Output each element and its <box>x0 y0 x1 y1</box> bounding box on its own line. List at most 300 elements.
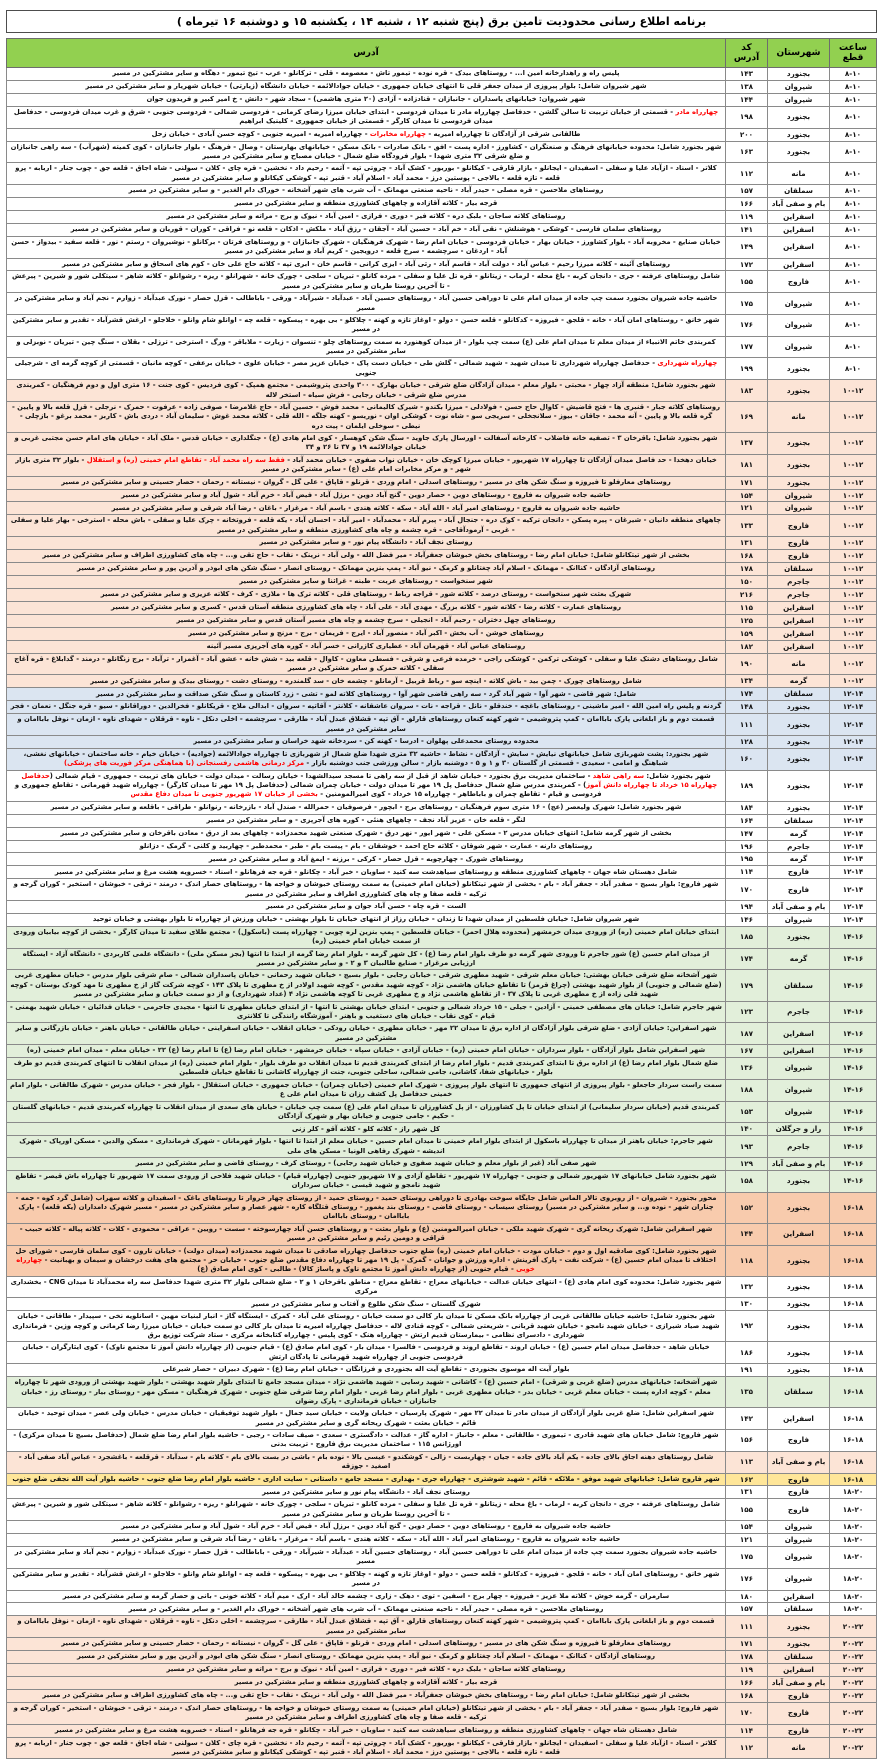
city-cell: شیروان <box>768 489 830 502</box>
outage-time-cell: ۱۸-۲۰ <box>830 1499 877 1521</box>
address-cell: شامل: شهر قاضی - شهر آوا - شهر آباد گرد - سه راهی قاضی شهر آوا - روستاهای کلاته لمو - تشی - زرد کاستان و سنگ شکن صداقت و سایر مشترکین در مسیر <box>7 688 726 701</box>
city-cell: اسفراین <box>768 614 830 627</box>
table-row <box>7 1170 877 1192</box>
address-cell: شهر خانق - روستاهای امان آباد - خانه - قلجق - فیروزه - کدکانلو - قلعه حسن - دولو - اوغاز تازه و کهنه - چلاکلو - بی بهره - پیسکوه - قلعه چه - اوانلو شام وانلو - خلاجلو - ارغش قشرآباد - تقدیر و سایر مشترکین در مسیر <box>7 1568 726 1590</box>
address-cell: حاشیه جاده شیروان بجنورد سمت چپ جاده از میدان امام علی تا دوراهی حسین آباد - روستاهای حسین آباد - عبدآباد - شیرآباد - ورقی - باباطالب - قزل حصار - نورک عبدآباد - زوارم - نجم آباد و سایر مشترکین در مسیر <box>7 293 726 315</box>
city-cell: شیروان <box>768 1101 830 1123</box>
address-cell: شهر سنخواست - روستاهای عربت - طبنه - غراثنا و سایر مشترکین در مسیر <box>7 575 726 588</box>
city-cell: بجنورد <box>768 748 830 770</box>
table-row <box>7 236 877 258</box>
table-row <box>7 1603 877 1616</box>
city-cell: مانه <box>768 163 830 185</box>
address-code-cell: ۱۷۵ <box>726 1547 768 1569</box>
address-cell: شهر فاروج: بلوار بسیج - صفدر آباد - جعفر آباد - بام - بخشی از شهر تیتکانلو (خیابان امام خمینی) به سمت روستای خبوشان و خواجه ها - روستاهای حصار اندک - درمند - ترقی - خبوشان - استخیر - کوران گرجه و ترکیه - قلعه صفا و چاه های کشاورزی اطراف و سایر مشترکین در مسیر <box>7 1702 726 1724</box>
table-row <box>7 1638 877 1651</box>
outage-time-cell: ۱۲-۱۴ <box>830 814 877 827</box>
address-cell: روستاهای سلمان فارسی - کوشکی - هوشنلش - نقی آباد - خم آباد - حسین آباد - آجقان - رزق آباد - ملکش - اذکان - قلعه نو - فراقی - کوران - قوریان و سایر مشترکین در مسیر <box>7 223 726 236</box>
table-row <box>7 1651 877 1664</box>
table-row <box>7 714 877 736</box>
address-cell: روستای نجف آباد - دانشگاه پیام نور - و سایر مشترکین در مسیر <box>7 537 726 550</box>
table-row <box>7 1045 877 1058</box>
outage-time-cell: ۱۲-۱۴ <box>830 827 877 840</box>
column-header-code: کد آدرس <box>726 39 768 68</box>
address-code-cell: ۱۱۹ <box>726 210 768 223</box>
address-cell: از میدان امام حسین (ع) شور جاجرم تا ورودی شهر گرمه دو طرف بلوار امام رضا (ع) - کل شهر گرمه - بلوار امام رضا گرمه از ابتدا تا انتها (بجز مسکن ملی) - دانشگاه علمی کاربردی - دانشگاه آزاد - ایستگاه ارزیابی مرغزار - صنایع طالبیان ۳ و ۲ - و سایر مشترکین در مسیر <box>7 948 726 970</box>
address-cell: شهرک گلستان - سنگ شکن طلوع و آفتاب و سایر مشترکین در مسیر <box>7 1298 726 1311</box>
outage-time-cell: ۱۰-۱۲ <box>830 601 877 614</box>
address-code-cell: ۱۷۶ <box>726 314 768 336</box>
address-cell: شامل روستاهای دهنه اجاق بالای جاده - یکم آباد بالای جاده - جیان - چهاربست - زالی - کوشکندو - عیسی بالا - نوده بام - باشی در بست بالای بام - کلاته بام - سدآباد - قرقلعه - باغشجرد - عباس آباد صفی آباد - اصغید - جوزقه <box>7 1451 726 1473</box>
address-code-cell: ۱۵۷ <box>726 185 768 198</box>
address-cell: شهر اسفراین شامل بلوار آزادگان - بلوار سرداران - خیابان امام خمینی (ره) - خیابان آزادی - خیابان سپاه - خیابان خرمشهر - خیابان امام رضا (ع) تا امام رضا (ع) ۲۲ - خیابان معلم - میدان امام خمینی (ره) <box>7 1045 726 1058</box>
address-cell: شهر جاجرم شامل: خیابان های مصطفی خمینی - آزادین - جیلی - ۱۵ خرداد شمالی و جنوبی - ابتدای خیابان بهشتی تا انتها - از ابتدای خیابان مطهری تا انتها - مجیدی جاجرمی - خیابان فدائیان - خیابان شهید بهمنی - قیام - کوی نقاب - خیابان های دستغیب و باهنر - آموزشگاه رانندگی تا کلانتری <box>7 1001 726 1023</box>
city-cell: بجنورد <box>768 1364 830 1377</box>
address-cell: خیابان شاهد - حدفاصل میدان امام حسین (ع) - خیابان اروند - تقاطع اروند و فردوسی - فالسرا - میدان بار - کوی امام صادق (ع) - قیام جنوبی (از چهارراه دانش آموز تا مجتمع ناوک) - کوی ایثارگران - خیابان فردوسی جنوبی از چهارراه شهید قهرمانی تا پادگان ارتش <box>7 1342 726 1364</box>
address-cell: قسمت دوم و باز ابلغانی پارک باباامان - کمپ پتروشیمی - شهر کهنه کنعان روستاهای قارلق - آق تپه - قشلاق عبدل آباد - طارقی - سرچشمه - اخلی دنکل - ناوه - قرقلان - شهدای ناوه - ازمان - نوفل باباامان و سایر مشترکین در مسیر <box>7 714 726 736</box>
address-code-cell: ۱۵۵ <box>726 271 768 293</box>
city-cell: شیروان <box>768 1534 830 1547</box>
address-code-cell: ۱۲۳ <box>726 1001 768 1023</box>
power-outage-schedule <box>6 10 877 1759</box>
city-cell: بجنورد <box>768 358 830 380</box>
outage-time-cell: ۸-۱۰ <box>830 293 877 315</box>
outage-time-cell: ۱۲-۱۴ <box>830 914 877 927</box>
table-row <box>7 476 877 489</box>
city-cell: بام و صفی آباد <box>768 1676 830 1689</box>
address-cell: چاههای منطقه دانیان - شیرغان - پیره پسکن - دانجان ترکیه - کوک دره - جنجال آباد - پیرم آباد - محمدآباد - امیر آباد - احسان آباد - یکه قلعه - فروتخانه - چرک علیا و سفلی - باش محله - استرخی - بهار علیا و سفلی - غربی - آرمودآقاجی - قره چشمه و چاه های کشاورزی منطقه و سایر مشترکین در مسیر <box>7 515 726 537</box>
address-code-cell: ۱۵۳ <box>726 1101 768 1123</box>
address-code-cell: ۱۱۱ <box>726 1616 768 1638</box>
table-row <box>7 588 877 601</box>
address-cell: روستاهای معارفلو تا فیروزه و سنگ شکن های در مسیر - روستاهای اسدلی - امام وردی - قرنلو - قاپاق - علی گل - گروان - نیستانه - رحمان - حصار حسینی و سایر مشترکین در مسیر <box>7 476 726 489</box>
address-cell: شهر بجنورد شامل: شهرک ولیعصر (عج) - ۱۶ متری سوم فرهنگیان - روستاهای برج - ابچور - فرصوفیان - حمرالله - صندل آباد - بازرخانه - رنوانلو - طراقی - باقلعه و سایر مشترکین در مسیر <box>7 801 726 814</box>
outage-time-cell: ۱۴-۱۶ <box>830 1157 877 1170</box>
address-code-cell: ۱۴۷ <box>726 827 768 840</box>
address-code-cell: ۱۳۴ <box>726 675 768 688</box>
page-title: برنامه اطلاع رسانی محدودیت تامین برق (پنج شنبه ۱۲ ، شنبه ۱۴ ، یکشنبه ۱۵ و دوشنبه ۱۶ تیرماه ) <box>6 10 877 33</box>
address-code-cell: ۱۵۲ <box>726 1192 768 1223</box>
address-cell: شامل روستاهای عرفنه - جری - دانجان کربه - لرماب - باغ محله - زیتانلو - قره تل علیا و سفلی - مرده کانلو - تبریان - سلجی - چورک خانه - شهرانلو - ریزه - رشوانلو - کلاته شاهر - سیتکلی شور و شیرین - پیرعش - تا آخرین روستا طربان و سایر مشترکین در مسیر <box>7 1499 726 1521</box>
address-code-cell: ۱۴۸ <box>726 701 768 714</box>
table-row <box>7 489 877 502</box>
table-row <box>7 515 877 537</box>
address-code-cell: ۱۵۰ <box>726 575 768 588</box>
address-code-cell: ۱۶۰ <box>726 748 768 770</box>
outage-time-cell: ۱۲-۱۴ <box>830 801 877 814</box>
table-row <box>7 735 877 748</box>
address-code-cell: ۱۱۴ <box>726 866 768 879</box>
outage-time-cell: ۱۰-۱۲ <box>830 476 877 489</box>
table-row <box>7 358 877 380</box>
outage-time-cell: ۱۰-۱۲ <box>830 627 877 640</box>
table-row <box>7 948 877 970</box>
city-cell: اسفراین <box>768 1590 830 1603</box>
address-code-cell: ۱۷۴ <box>726 688 768 701</box>
address-cell: محور بجنورد - شیروان - از روبروی تالار الماس شامل جایگاه سوخت بهادری تا دوراهی روستای حمید - روستای حمید - از روستای چهار خروار تا روستاهای باغک - اسفیدان و کلاته سهراب (شامل گرد کوه - جمه - چناران شهر - نوده و... و سایر مشترکین در مسیر) روستای سیساب - روستای فاضی - روستای بند یغمور - روستای قتلگاه کاره - شهر عصار و سایر مشترکین در مسیر - مسیر شهرک دامداران (یکه قلعه) - پارک باباامان - روستای باباامان <box>7 1192 726 1223</box>
address-code-cell: ۱۳۰ <box>726 1298 768 1311</box>
address-cell: بخشی از شهر تیتکانلو شامل: خیابان امام رضا - روستاهای بخش خبوشان جعفرآباد - میر فضل الله - ولی آباد - نرینک - نقاب - حاج تقی و... - چاه های کشاورزی اطراف و سایر مشترکین در مسیر <box>7 1689 726 1702</box>
address-code-cell: ۱۹۱ <box>726 1364 768 1377</box>
column-header-city: شهرستان <box>768 39 830 68</box>
table-row <box>7 68 877 81</box>
address-code-cell: ۱۳۵ <box>726 1377 768 1408</box>
address-cell: روستاهای شورک - چهارچوبه - قزل حصار - کرکی - برزنه - ایمغ آباد و سایر مشترکین در مسیر <box>7 853 726 866</box>
city-cell: اسفراین <box>768 640 830 653</box>
city-cell: جاجرم <box>768 575 830 588</box>
address-code-cell: ۱۷۰ <box>726 1702 768 1724</box>
table-row <box>7 901 877 914</box>
city-cell: فاروج <box>768 1689 830 1702</box>
address-code-cell: ۱۳۶ <box>726 1058 768 1080</box>
city-cell: اسفراین <box>768 1664 830 1677</box>
table-row <box>7 1590 877 1603</box>
city-cell: سملقان <box>768 814 830 827</box>
outage-time-cell: ۲۰-۲۲ <box>830 1737 877 1759</box>
address-code-cell: ۲۰۰ <box>726 128 768 141</box>
address-code-cell: ۱۷۱ <box>726 1638 768 1651</box>
outage-time-cell: ۸-۱۰ <box>830 271 877 293</box>
address-code-cell: ۱۱۱ <box>726 714 768 736</box>
address-cell: شامل دهستان شاه جهان - چاههای کشاورزی منطقه و روستاهای سیاهدشت سه کنید - ساوبان - خبر آباد - چکانلو - قره جه فرهانلو - اسناد - خسرویه هشت مرغ و سایر مشترکین در مسیر <box>7 866 726 879</box>
table-row <box>7 1451 877 1473</box>
table-row <box>7 1534 877 1547</box>
address-cell: ابتدای خیابان امام خمینی (ره) از ورودی میدان خرمشهر (محدوده هلال احمر) - خیابان فلسطین - پمپ بنزین لره چوبی - چهارراه پست (باسکول) - مجتمع طلای سفید تا میدان کارگر - بخشی از کوچه بیابیان ورودی از سمت خیابان امام خمینی (ره) <box>7 926 726 948</box>
city-cell: مانه <box>768 653 830 675</box>
address-cell: شهر بجنورد شامل: کوی صادقیه اول و دوم - خیابان مودت - خیابان امام خمینی (ره) ضلع جنوب حدفاصل چهارراه صادقی تا میدان شهید محمدزاده (میدان دولت) - خیابان نارون - کوی سلمان فارسی - شورای حل اختلاف تا میدان امام حسین (ع) - شرکت نفت - پارک آفرینش - اداره ورزش و جوانان - گمرک - پل ۱۹ مهر تا چهارراه دفاع مقدس ضلع جنوب - خیابان حر - مجتمع های هفت درخشان و سیمان و بهبانیت - چهارراه خوبی - قیام جنوبی (از چهارراه دانش آموز تا مجتمع ناوک و پاساژ کالا) - طالبی - کوی امام صادق (ع) <box>7 1245 726 1276</box>
address-cell: شهر شیروان شامل: بلوار پیروزی از میدان جعفر قلی تا انتهای خیابان جمهوری - خیابان جوادالائمه - خیابان دانشگاه (زیارتی) - خیابان شهریار و سایر مشترکین در مسیر <box>7 80 726 93</box>
address-cell: شهر جاجرم: خیابان باهنر از میدان تا چهارراه باسکول از ابتدای بلوار امام خمینی تا میدان امام حسین - خیابان معلم از ابتدا تا انتها - بلوار قهرمانان - شهرک فرمانداری - مسکن والدین - مسکن اورپاک - شهرک اندیشه - شهرک رفاهی الونیا - مسکن های ملی <box>7 1136 726 1158</box>
address-cell: گردنه و پلیس راه امین الله - امیر ماشینی - روستاهای باغچه - خندقلو - نانل - قراجه - نات - سروان عاشقانه - کلانتر - آقاتپه - سروان - ابدالی ملاح - قریکانلو - فخرالدین - دوراقانلو - سیو - قره جنگل - نعمان - فجر <box>7 701 726 714</box>
outage-time-cell: ۱۸-۲۰ <box>830 1603 877 1616</box>
table-row <box>7 1377 877 1408</box>
outage-time-cell: ۱۴-۱۶ <box>830 1136 877 1158</box>
address-code-cell: ۱۹۹ <box>726 358 768 380</box>
address-cell: لنگر - قلعه خان - عزیز آباد نجف - چاههای هنئی - کوره های آجرپزی - و سایر مشترکین در مسیر <box>7 814 726 827</box>
outage-time-cell: ۱۶-۱۸ <box>830 1451 877 1473</box>
table-row <box>7 853 877 866</box>
address-code-cell: ۱۴۹ <box>726 236 768 258</box>
address-code-cell: ۱۸۹ <box>726 770 768 801</box>
outage-time-cell: ۱۰-۱۲ <box>830 675 877 688</box>
address-cell: چهارراه مادر - قسمتی از خیابان تربیت تا سالن گلشن - حدفاصل چهارراه مادر تا میدان فردوسی - ابتدای خیابان میرزا رضای کرمانی - فردوسی شمالی - فردوسی جنوبی - شرق و غرب میدان فردوسی - حدفاصل میدان فردوسی تا میدان کارگر - قسمتی از خیابان جمهوری - کلینیک ابراهیم <box>7 106 726 128</box>
city-cell: اسفراین <box>768 1408 830 1430</box>
address-cell: روستای نجف آباد - دانشگاه پیام نور و سایر مشترکین در مسیر <box>7 1486 726 1499</box>
outage-time-cell: ۸-۱۰ <box>830 197 877 210</box>
address-code-cell: ۱۹۳ <box>726 1136 768 1158</box>
address-cell: حاشیه جاده شیروان به فاروج - روستاهای امیر آباد - الله آباد - سکه - کلاته هندی - باسم آباد - مرغزار - باغان - رضا آباد شرقی و سایر مشترکین در مسیر <box>7 502 726 515</box>
address-cell: قسمت دوم و باز ابلغانی پارک باباامان - کمپ پتروشیمی - شهر کهنه کنعان روستاهای قارلق - آق تپه - قشلاق عبدل آباد - طارقی - سرچشمه - اخلی دنکل - ناوه - قرقلان - شهدای ناوه - ازمان - نوفل باباامان و سایر مشترکین در مسیر <box>7 1616 726 1638</box>
table-row <box>7 1521 877 1534</box>
address-cell: روستاهای کلاته ساجان - بلبک دره - کلاته فیر - دوری - فرازی - امین آباد - نیوک و برج - مراته و سایر مشترکین در مسیر <box>7 210 726 223</box>
address-cell: محدوده روستای محمدعلی پهلوان - ادرسا - کهنه کن - سردخانه شهد خراسان و سایر مشترکین در مسیر <box>7 735 726 748</box>
city-cell: فاروج <box>768 1724 830 1737</box>
table-row <box>7 197 877 210</box>
city-cell: بجنورد <box>768 1245 830 1276</box>
address-cell: خیابان صنایع - مخروبه آباد - بلوار کشاورز - خیابان بهار - خیابان فردوسی - خیابان امام رضا - شهرک فرهنگیان - شهرک جانبازان - و روستاهای فرتان - برکانلو - نوشیروان - رستم - نور - قلعه سفید - بیدواز - حسن آباد - اردغان - سرچشمه - سرخ قلعه - درویجین - کریم آباد و سایر مشترکین در مسیر <box>7 236 726 258</box>
outage-time-cell: ۱۲-۱۴ <box>830 701 877 714</box>
outage-time-cell: ۱۲-۱۴ <box>830 688 877 701</box>
address-cell: شامل روستاهای چورک - چمن بید - باش کلاته - اینچه سو - رباط قربیل - آرمانلو - چشمه خان - سد گلمندره - روستای دشت - روستای بیدک و سایر مشترکین در مسیر <box>7 675 726 688</box>
city-cell: فاروج <box>768 550 830 563</box>
city-cell: فاروج <box>768 515 830 537</box>
table-row <box>7 914 877 927</box>
outage-time-cell: ۱۶-۱۸ <box>830 1223 877 1245</box>
outage-time-cell: ۱۰-۱۲ <box>830 640 877 653</box>
outage-time-cell: ۱۲-۱۴ <box>830 901 877 914</box>
city-cell: بجنورد <box>768 1311 830 1342</box>
address-cell: شهر بجنورد شامل خیابانهای ۱۷ شهریور شمالی و جنوبی - چهارراه ۱۷ شهریور - تقاطع آزادی و ۱۷ شهریور جنوبی (چهارراه قیام) - خیابان شهید فلاحی از ورودی سمت ۱۷ شهریور تا چهارراه باش قیصر - تقاطع شهید نامجو و شهید قیسی - خیابان سرداران <box>7 1170 726 1192</box>
address-cell: شهر فاروج شامل: خیابانهای شهید موفق - ملائکه - قائم - شهید شوشتری - چهارراه جری - بهداری - مسجد جامع - داستانی - سایت اداری - حاشیه بلوار امام رضا ضلع جنوب - حاشیه بلوار آیت الله نجفی ضلع جنوب <box>7 1473 726 1486</box>
table-row <box>7 550 877 563</box>
outage-time-cell: ۱۰-۱۲ <box>830 502 877 515</box>
outage-time-cell: ۱۶-۱۸ <box>830 1298 877 1311</box>
city-cell: بجنورد <box>768 380 830 402</box>
city-cell: بجنورد <box>768 433 830 455</box>
address-cell: کمربندی قدیم (خیابان سردار سلیمانی) از ابتدای خیابان تا پل کشاورزان - از پل کشاورزان تا میدان امام علی (ع) سمت چپ خیابان - خیابان های سعدی از میدان انقلاب تا چهارراه کمربندی قدیم - خیابانهای گلستان - حکیم - جامی جنوبی و خیابان بهار و شهرک آزادگان <box>7 1101 726 1123</box>
table-row <box>7 840 877 853</box>
table-row <box>7 1245 877 1276</box>
address-cell: روستاهای چهل دختران - رحیم آباد - انجیلی - سرخ چشمه و چاه های مسیر آستان قدس و سایر مشترکین در مسیر <box>7 614 726 627</box>
table-row <box>7 970 877 1001</box>
address-code-cell: ۱۷۵ <box>726 293 768 315</box>
table-row <box>7 1473 877 1486</box>
outage-time-cell: ۱۶-۱۸ <box>830 1473 877 1486</box>
outage-time-cell: ۱۶-۱۸ <box>830 1192 877 1223</box>
table-row <box>7 502 877 515</box>
table-row <box>7 801 877 814</box>
table-row <box>7 537 877 550</box>
address-cell: ضلع شمال بلوار امام رضا (ع) از اداره برق تا ابتدای کمربندی قدیم - بلوار امام رضا از ابتدای کمربندی قدیم تا میدان انقلاب دو طرف بلوار - بلوار امام خمینی (ره) از میدان انقلاب تا انتهای کمربندی قدیم دو طرف بلوار - خیابانهای شفا، کاشانی، جامی شمالی، ساحلی جنوبی، جنت از چهارراه کاشانی تا تقاطع خیابان فلسطین <box>7 1058 726 1080</box>
outage-time-cell: ۱۰-۱۲ <box>830 653 877 675</box>
outage-time-cell: ۱۸-۲۰ <box>830 1521 877 1534</box>
outage-time-cell: ۱۸-۲۰ <box>830 1534 877 1547</box>
city-cell: گرمه <box>768 853 830 866</box>
address-code-cell: ۱۶۸ <box>726 1689 768 1702</box>
address-cell: شهر اسفراین: خیابان آزادی - ضلع شرقی بلوار آزادگان از اداره برق تا میدان ۲۲ مهر - خیابان مطهری - خیابان رودکی - خیابان انقلاب - خیابان اسفراینی - خیابان طالقانی - خیابان باهنر - خیابان بازرگانی و سایر مشترکین در مسیر <box>7 1023 726 1045</box>
address-code-cell: ۱۸۷ <box>726 1023 768 1045</box>
address-code-cell: ۱۷۹ <box>726 970 768 1001</box>
address-code-cell: ۱۳۱ <box>726 1486 768 1499</box>
column-header-time: ساعت قطع <box>830 39 877 68</box>
city-cell: شیروان <box>768 1568 830 1590</box>
table-row <box>7 223 877 236</box>
table-row <box>7 627 877 640</box>
outage-time-cell: ۱۴-۱۶ <box>830 1001 877 1023</box>
outage-time-cell: ۸-۱۰ <box>830 236 877 258</box>
address-cell: شهر اسفراین شامل: ضلع غربی بلوار آزادگان از میدان مادر تا میدان ۲۲ مهر - شهرک پارسیان - خیابان ولایت - خیابان سید جمال - بلوار شهید توفیقیان - خیابان مدرس - خیابان ولی عصر - میدان توحید - خیابان قائم - خیابان بعثت - شهرک ریحانه گری و سایر مشترکین در مسیر <box>7 1408 726 1430</box>
outage-time-cell: ۸-۱۰ <box>830 106 877 128</box>
address-code-cell: ۱۴۳ <box>726 68 768 81</box>
outage-time-cell: ۲۰-۲۲ <box>830 1664 877 1677</box>
address-code-cell: ۱۳۷ <box>726 433 768 455</box>
address-cell: قرجه بیار - کلاته آقازاده و چاههای کشاورزی منطقه و سایر مشترکین در مسیر <box>7 197 726 210</box>
address-code-cell: ۱۷۸ <box>726 563 768 576</box>
address-cell: شامل دهستان شاه جهان - چاههای کشاورزی منطقه و روستاهای سیاهدشت سه کنید - ساوبان - خبر آباد - چکانلو - قره جه فرهانلو - اسناد - خسرویه هشت مرغ و سایر مشترکین در مسیر <box>7 1724 726 1737</box>
outage-time-cell: ۲۰-۲۲ <box>830 1676 877 1689</box>
table-row <box>7 271 877 293</box>
table-row <box>7 701 877 714</box>
address-cell: طالقانی شرقی از آزادگان تا چهارراه امیریه - چهارراه مخابرات - چهارراه امیریه - امیریه جنوبی - کوچه حسن آبادی - خیابان زحل <box>7 128 726 141</box>
address-cell: روستاهای معارفلو تا فیروزه و سنگ شکن های در مسیر - روستاهای اسدلی - امام وردی - قرنلو - قاپاق - علی گل - گروان - نیستانه - رحمان - حصار حسینی و سایر مشترکین در مسیر <box>7 1638 726 1651</box>
address-code-cell: ۱۱۴ <box>726 1724 768 1737</box>
address-code-cell: ۱۸۳ <box>726 380 768 402</box>
city-cell: شیروان <box>768 1079 830 1101</box>
table-header-row <box>7 39 877 68</box>
table-row <box>7 866 877 879</box>
city-cell: بجنورد <box>768 1298 830 1311</box>
outage-time-cell: ۱۲-۱۴ <box>830 714 877 736</box>
table-row <box>7 688 877 701</box>
city-cell: اسفراین <box>768 1023 830 1045</box>
address-code-cell: ۱۳۱ <box>726 537 768 550</box>
table-row <box>7 1157 877 1170</box>
outage-time-cell: ۸-۱۰ <box>830 68 877 81</box>
city-cell: بجنورد <box>768 1192 830 1223</box>
city-cell: سملقان <box>768 563 830 576</box>
table-row <box>7 675 877 688</box>
table-row <box>7 1664 877 1677</box>
city-cell: سملقان <box>768 1651 830 1664</box>
outage-time-cell: ۱۶-۱۸ <box>830 1364 877 1377</box>
address-cell: روستاهای ملاحسن - قره مصلی - حیدر آباد - ناحیه صنعتی مهمانک - آب شرب های شهر آشخانه - خوراک دام الغدیر - و سایر مشترکین در مسیر <box>7 1603 726 1616</box>
table-row <box>7 336 877 358</box>
table-row <box>7 293 877 315</box>
outage-time-cell: ۸-۱۰ <box>830 93 877 106</box>
city-cell: گرمه <box>768 948 830 970</box>
address-cell: بخشی از شهر تیتکانلو شامل: خیابان امام رضا - روستاهای بخش خبوشان جعفرآباد - میر فضل الله - ولی آباد - نرینک - نقاب - حاج تقی و... - چاه های کشاورزی اطراف و سایر مشترکین در مسیر <box>7 550 726 563</box>
city-cell: بجنورد <box>768 1342 830 1364</box>
outage-time-cell: ۱۶-۱۸ <box>830 1342 877 1364</box>
city-cell: سملقان <box>768 1377 830 1408</box>
outage-time-cell: ۱۴-۱۶ <box>830 948 877 970</box>
address-cell: بخشی از شهر گرمه شامل: انتهای خیابان مدرس ۲ - مسکن علی - شهر ایور - نهر درق - شهرک صنعتی شهید محمدزاده - چاههای بعد از درق - معادن باقرخان و سایر مشترکین در مسیر <box>7 827 726 840</box>
address-cell: روستاهای دارنه - عمارت - شهر شوقان - کلاته حاج احمد - خوشقان - بام - پیست بام - طبر - محمدطبر - چهاربید و کلنی - گرمک - دزانلو <box>7 840 726 853</box>
table-row <box>7 1298 877 1311</box>
outage-time-cell: ۱۰-۱۲ <box>830 515 877 537</box>
address-cell: شهر فاروج: بلوار بسیج - صفدر آباد - جعفر آباد - بام - بخشی از شهر تیتکانلو (خیابان امام خمینی) به سمت روستای خبوشان و خواجه ها - روستاهای حصار اندک - درمند - ترقی - خبوشان - استخیر - کوران گرجه و ترکیه - قلعه صفا و چاه های کشاورزی اطراف و سایر مشترکین در مسیر <box>7 879 726 901</box>
outage-time-cell: ۱۲-۱۴ <box>830 866 877 879</box>
city-cell: بجنورد <box>768 128 830 141</box>
outage-time-cell: ۱۲-۱۴ <box>830 879 877 901</box>
table-row <box>7 1702 877 1724</box>
address-cell: شهر آشخانه: خیابانهای مدرس (ضلع غربی و شرقی) - امام حسین (ع) - کاشانی - شهید رسایی - شهید هاشمی نژاد - میدان مسجد جامع تا ابتدای بلوار شهید بهشتی - بلوار شهید بهشتی از ورودی شهر تا چهارراه معلم - کوچه اداره پست - خیابان معلم غربی - خیابان بدر - خیابان مطهری غربی - بلوار امام رضا غربی - بلوار امام رضا شرقی ضلع جنوبی - شهرک فرهنگیان - مسکن مهر - روستای بیار - روستای رز - خیابان جانبازان - خیابان فرمانداری - پارک رضوان <box>7 1377 726 1408</box>
address-code-cell: ۱۸۸ <box>726 1079 768 1101</box>
outage-time-cell: ۱۰-۱۲ <box>830 563 877 576</box>
address-cell: حاشیه جاده شیروان به فاروج - روستاهای دوین - حصار دوین - گنج آباد دوین - برزل آباد - فیض آباد - خرم آباد - شول آباد و سایر مشترکین در مسیر <box>7 1521 726 1534</box>
city-cell: مانه <box>768 401 830 432</box>
address-cell: کل شهر راز - کلاته کلو - کلاته آقو - کلر زنی <box>7 1123 726 1136</box>
outage-time-cell: ۱۸-۲۰ <box>830 1568 877 1590</box>
table-row <box>7 1342 877 1364</box>
address-code-cell: ۱۸۶ <box>726 1342 768 1364</box>
table-row <box>7 1408 877 1430</box>
city-cell: گرمه <box>768 827 830 840</box>
outage-time-cell: ۸-۱۰ <box>830 128 877 141</box>
city-cell: بجنورد <box>768 106 830 128</box>
city-cell: بجنورد <box>768 1170 830 1192</box>
address-code-cell: ۱۶۶ <box>726 1676 768 1689</box>
address-code-cell: ۱۹۶ <box>726 840 768 853</box>
city-cell: بجنورد <box>768 801 830 814</box>
city-cell: جاجرم <box>768 588 830 601</box>
address-code-cell: ۱۷۷ <box>726 336 768 358</box>
address-cell: کلاتر - اسناد - ازآباد علیا و سفلی - اسفیدان - ایجانلو - بازار قارقی - کیکانلو - بوربور - کشک آباد - چروتی تپه - آتمه - رحیم داد - نخشین - قره چای - کلان - سولنی - شاه اجاق - قلعه جق - چوب جنار - اربابه - پرو قلعه - تازه قلعه - بالاجی - پوستین درز - محمد آباد - اسلام آباد - قنبر تپه - کوشکی کیکانلو و سایر مشترکین در مسیر <box>7 163 726 185</box>
address-cell: شهر بجنورد شامل: منطقه آزاد چهار - محبتی - بلوار معلم - میدان آزادگان ضلع شرقی - خیابان بهارک - ۳۰۰ واحدی پتروشیمی - مجتمع همپک - کوی فردیس - کوی جنت - ۱۶ متری اول و دوم فرهنگیان - کمربندی مدرس ضلع شرقی - خیابان رجایی - فرش سیاه - استخر لاله <box>7 380 726 402</box>
address-cell: شهر بجنورد شامل: باقرخان ۳ - تصفیه خانه فاضلاب - کارخانه آسفالت - اورسال پارک جاوید - سنگ شکن کوهسار - کوی امام هادی (ع) - جنگلداری - خیابان قدس - ملک آباد - خیابان های امام حسن مجتبی غربی و خیابان جوادالائمه ۱۹ و ۳۷ تا ۲۶ و ۳۴ <box>7 433 726 455</box>
outage-time-cell: ۸-۱۰ <box>830 314 877 336</box>
city-cell: بجنورد <box>768 68 830 81</box>
outage-time-cell: ۲۰-۲۲ <box>830 1651 877 1664</box>
address-code-cell: ۱۴۶ <box>726 914 768 927</box>
table-row <box>7 601 877 614</box>
address-cell: روستاهای عمارت - کلاته رضا - کلاته شور - کلاته بزرگ - مهدی آباد - علی آباد - چاه های کشاورزی منطقه آستان قدس - کسری و سایر مشترکین در مسیر <box>7 601 726 614</box>
city-cell: شیروان <box>768 1547 830 1569</box>
city-cell: فاروج <box>768 1430 830 1452</box>
address-code-cell: ۲۱۶ <box>726 588 768 601</box>
outage-time-cell: ۱۶-۱۸ <box>830 1430 877 1452</box>
city-cell: جاجرم <box>768 1001 830 1023</box>
outage-time-cell: ۸-۱۰ <box>830 141 877 163</box>
city-cell: بجنورد <box>768 714 830 736</box>
table-row <box>7 1689 877 1702</box>
address-code-cell: ۱۶۳ <box>726 141 768 163</box>
table-row <box>7 814 877 827</box>
city-cell: راز و جرگلان <box>768 1123 830 1136</box>
outage-time-cell: ۱۶-۱۸ <box>830 1408 877 1430</box>
address-cell: پلیس راه و راهدارخانه امین ا... - روستاهای بیدک - قره نوده - تیمور تاش - معصومه - قلی - ترکانلو - عرب - تیخ تیمور - دهگاه و سایر مشترکین در مسیر <box>7 68 726 81</box>
table-row <box>7 401 877 432</box>
city-cell: فاروج <box>768 537 830 550</box>
address-cell: الست - قره چاه - حسن آباد جوان و سایر مشترکین در مسیر <box>7 901 726 914</box>
address-cell: شهر صفی آباد (غیر از بلوار معلم و خیابان شهید صفوی و خیابان شهید رجایی) - روستای کرف - روستای قاضی و سایر مشترکین در مسیر <box>7 1157 726 1170</box>
table-row <box>7 770 877 801</box>
address-code-cell: ۱۲۵ <box>726 614 768 627</box>
address-code-cell: ۱۷۲ <box>726 258 768 271</box>
address-code-cell: ۱۵۷ <box>726 1603 768 1616</box>
address-cell: روستاهای ملاحسن - قره مصلی - حیدر آباد - ناحیه صنعتی مهمانک - آب شرب های شهر آشخانه - خوراک دام الغدیر - و سایر مشترکین در مسیر <box>7 185 726 198</box>
city-cell: فاروج <box>768 271 830 293</box>
address-code-cell: ۱۸۱ <box>726 454 768 476</box>
table-row <box>7 879 877 901</box>
city-cell: اسفراین <box>768 1045 830 1058</box>
city-cell: شیروان <box>768 502 830 515</box>
address-code-cell: ۱۶۴ <box>726 814 768 827</box>
city-cell: بجنورد <box>768 454 830 476</box>
table-row <box>7 1616 877 1638</box>
city-cell: فاروج <box>768 1499 830 1521</box>
outage-time-cell: ۱۰-۱۲ <box>830 575 877 588</box>
address-code-cell: ۱۱۲ <box>726 1737 768 1759</box>
table-row <box>7 1486 877 1499</box>
table-row <box>7 380 877 402</box>
address-cell: سارمران - گرمه خوش - کلاته ملا عزیز - فیروزه - چهار برج - اسفین - توی - دهک - زاری - چشمه خالد آباد - ارک - میم آباد - کلاته خونی - بانی و حصار گرمه و سایر مشترکین در مسیر <box>7 1590 726 1603</box>
outage-time-cell: ۱۲-۱۴ <box>830 735 877 748</box>
table-row <box>7 1568 877 1590</box>
city-cell: بام و صفی آباد <box>768 197 830 210</box>
outage-time-cell: ۸-۱۰ <box>830 358 877 380</box>
address-code-cell: ۱۸۰ <box>726 1590 768 1603</box>
address-code-cell: ۱۴۲ <box>726 1408 768 1430</box>
table-row <box>7 1737 877 1759</box>
address-code-cell: ۱۵۵ <box>726 1499 768 1521</box>
city-cell: بجنورد <box>768 770 830 801</box>
outage-time-cell: ۱۴-۱۶ <box>830 1023 877 1045</box>
address-cell: حاشیه جاده شیروان به فاروج - روستاهای دوین - حصار دوین - گنج آباد دوین - برزل آباد - فیض آباد - خرم آباد - شول آباد و سایر مشترکین در مسیر <box>7 489 726 502</box>
city-cell: شیروان <box>768 1058 830 1080</box>
table-row <box>7 640 877 653</box>
address-cell: شامل روستاهای دشتک علیا و سفلی - کوشکی ترکمن - کوشکی راجی - خرمده فرعی و شرقی - فسطی معاون - کاوال - قلعه بید - شش خانه - عشق آباد - آغمزار - ترآباد - برج زنگانلو - درمند - گدابلاغ - قره آغاج سفلی - کلاته حمزک و سایر مشترکین در مسیر <box>7 653 726 675</box>
address-code-cell: ۱۸۴ <box>726 801 768 814</box>
